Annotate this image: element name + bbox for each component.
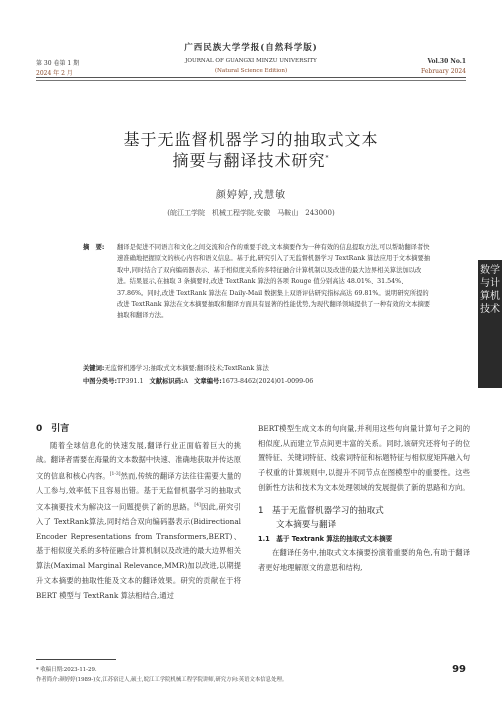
intro-paragraph (36, 439, 241, 604)
citation-2: [4] (194, 502, 201, 508)
section-0-heading: 0 引言 (36, 424, 70, 434)
abstract-block (83, 242, 433, 322)
journal-name-cn: 广西民族大学学报(自然科学版) (184, 43, 318, 53)
section-side-tab-label: 数学与计算机技术 (480, 265, 500, 315)
section-1-1-heading: 1.1 基于 Textrank 算法的抽取式文本摘要 (258, 534, 393, 543)
footnote-author-info: 作者简介:颜婷婷(1989-)女,江苏宿迁人,硕士,皖江工学院机械工程学院讲师,研究方向:英语文本信息处理。 (36, 677, 288, 683)
paper-title-line-1: 基于无监督机器学习的抽取式文本 (123, 130, 379, 149)
title-footnote-mark: * (325, 154, 330, 162)
intro-text-2: 然而,传统的翻译方法往往需要大量的人工参与,效率低下且容易出错。基于无监督机器学习的抽取式文本摘要技术为解决这一问题提供了新的思路。 (36, 471, 241, 512)
footnote-rule (36, 659, 116, 660)
keywords-line (83, 363, 433, 372)
body-column-right (258, 422, 470, 576)
classification-line (83, 376, 443, 385)
paper-title-line-2 (0, 148, 502, 171)
paper-title-line-2-text: 摘要与翻译技术研究 (172, 151, 326, 170)
issue-date-cn: 2024 年 2 月 (36, 70, 73, 77)
doc-code-label: 文献标识码: (149, 378, 184, 385)
footnote-received: * 收稿日期:2023-11-29. (36, 667, 97, 673)
section-1-1-paragraph: 在翻译任务中,抽取式文本摘要扮演着重要的角色,有助于翻译者更好地理解原文的意思和结构, (258, 548, 470, 572)
intro-text-3: 因此,研究引入了 TextRank算法,同时结合双向编码器表示(Bidirectional Encoder Representations from Transformers,BERT)、基于相似度关系的多特征融合计算机制以及改进的最大边界相关算法(Maximal Marginal Relevance,MMR)加以改进,以期提升文本摘要的抽取性能及文本的翻译效果。研究的贡献在于将 BERT 模型与 TextRank 算法相结合,通过 (36, 502, 241, 600)
section-1-heading-line-2: 文本摘要与翻译 (276, 519, 337, 530)
clc-value: TP391.1 (117, 378, 144, 385)
abstract-text: 翻译是促进不同语言和文化之间交流和合作的重要手段,文本摘要作为一种有效的信息提取方法,可以帮助翻译者快速准确地把握原文的核心内容和语义信息。基于此,研究引入了无监督机器学习 TextRank 算法应用于文本摘要抽取中,同时结合了双向编码器表示、基于相似度关系的多特征融合计算机制以及改进的最大边界相关算法加以改进。结果显示,在抽取 3 条摘要时,改进 TextRank 算法的各项 Rouge 值分别高达 48.01%、31.54%、37.86%。同时,改进 TextRank 算法在 Daily-Mail 数据集上双语评估研究指标高达 69.81%。说明研究所提的改进 TextRank 算法在文本摘要抽取和翻译方面具有显著的性能优势,为现代翻译领域提供了一种有效的文本摘要抽取和翻译方法。 (117, 244, 431, 320)
body-column-left (36, 422, 241, 603)
section-1-heading-line-1: 1 基于无监督机器学习的抽取式 (258, 505, 384, 516)
citation-1: [1-3] (109, 472, 121, 478)
issue-date-en: February 2024 (421, 68, 466, 75)
edition-label: (Natural Science Edition) (214, 68, 288, 74)
article-id-label: 文章编号: (194, 378, 222, 385)
keywords-text: 无监督机器学习;抽取式文本摘要;翻译技术;TextRank 算法 (104, 365, 269, 372)
page-number: 99 (452, 664, 466, 675)
keywords-label: 关键词: (83, 365, 105, 372)
volume-issue-en: Vol.30 No.1 (427, 58, 466, 65)
doc-code-value: A (183, 378, 189, 385)
clc-label: 中图分类号: (83, 378, 118, 385)
affiliation: (皖江工学院 机械工程学院,安徽 马鞍山 243000) (167, 209, 335, 217)
right-column-paragraph: BERT模型生成文本的句向量,并利用这些句向量计算句子之间的相似度,从而建立节点间更丰富的关系。同时,该研究还将句子的位置特征、关键词特征、线索词特征和标题特征与相似度矩阵融入句子权重的计算规则中,以提升不同节点在图模型中的重要性。这些创新性方法和技术为文本处理领域的发展提供了新的思路和方向。 (258, 424, 470, 492)
header-rule-thin (36, 80, 466, 81)
journal-name-en: JOURNAL OF GUANGXI MINZU UNIVERSITY (185, 58, 317, 64)
authors: 颜婷婷,戎慧敏 (215, 190, 287, 201)
article-id-value: 1673-8462(2024)01-0099-06 (221, 378, 314, 385)
header-rule-thick (36, 77, 466, 78)
abstract-label: 摘 要: (83, 244, 105, 251)
volume-issue-cn: 第 30 卷第 1 期 (36, 60, 80, 67)
intro-text-1: 随着全球信息化的快速发展,翻译行业正面临着巨大的挑战。翻译者需要在海量的文本数据中快速、准确地获取并传达原文的信息和核心内容。 (36, 440, 241, 481)
